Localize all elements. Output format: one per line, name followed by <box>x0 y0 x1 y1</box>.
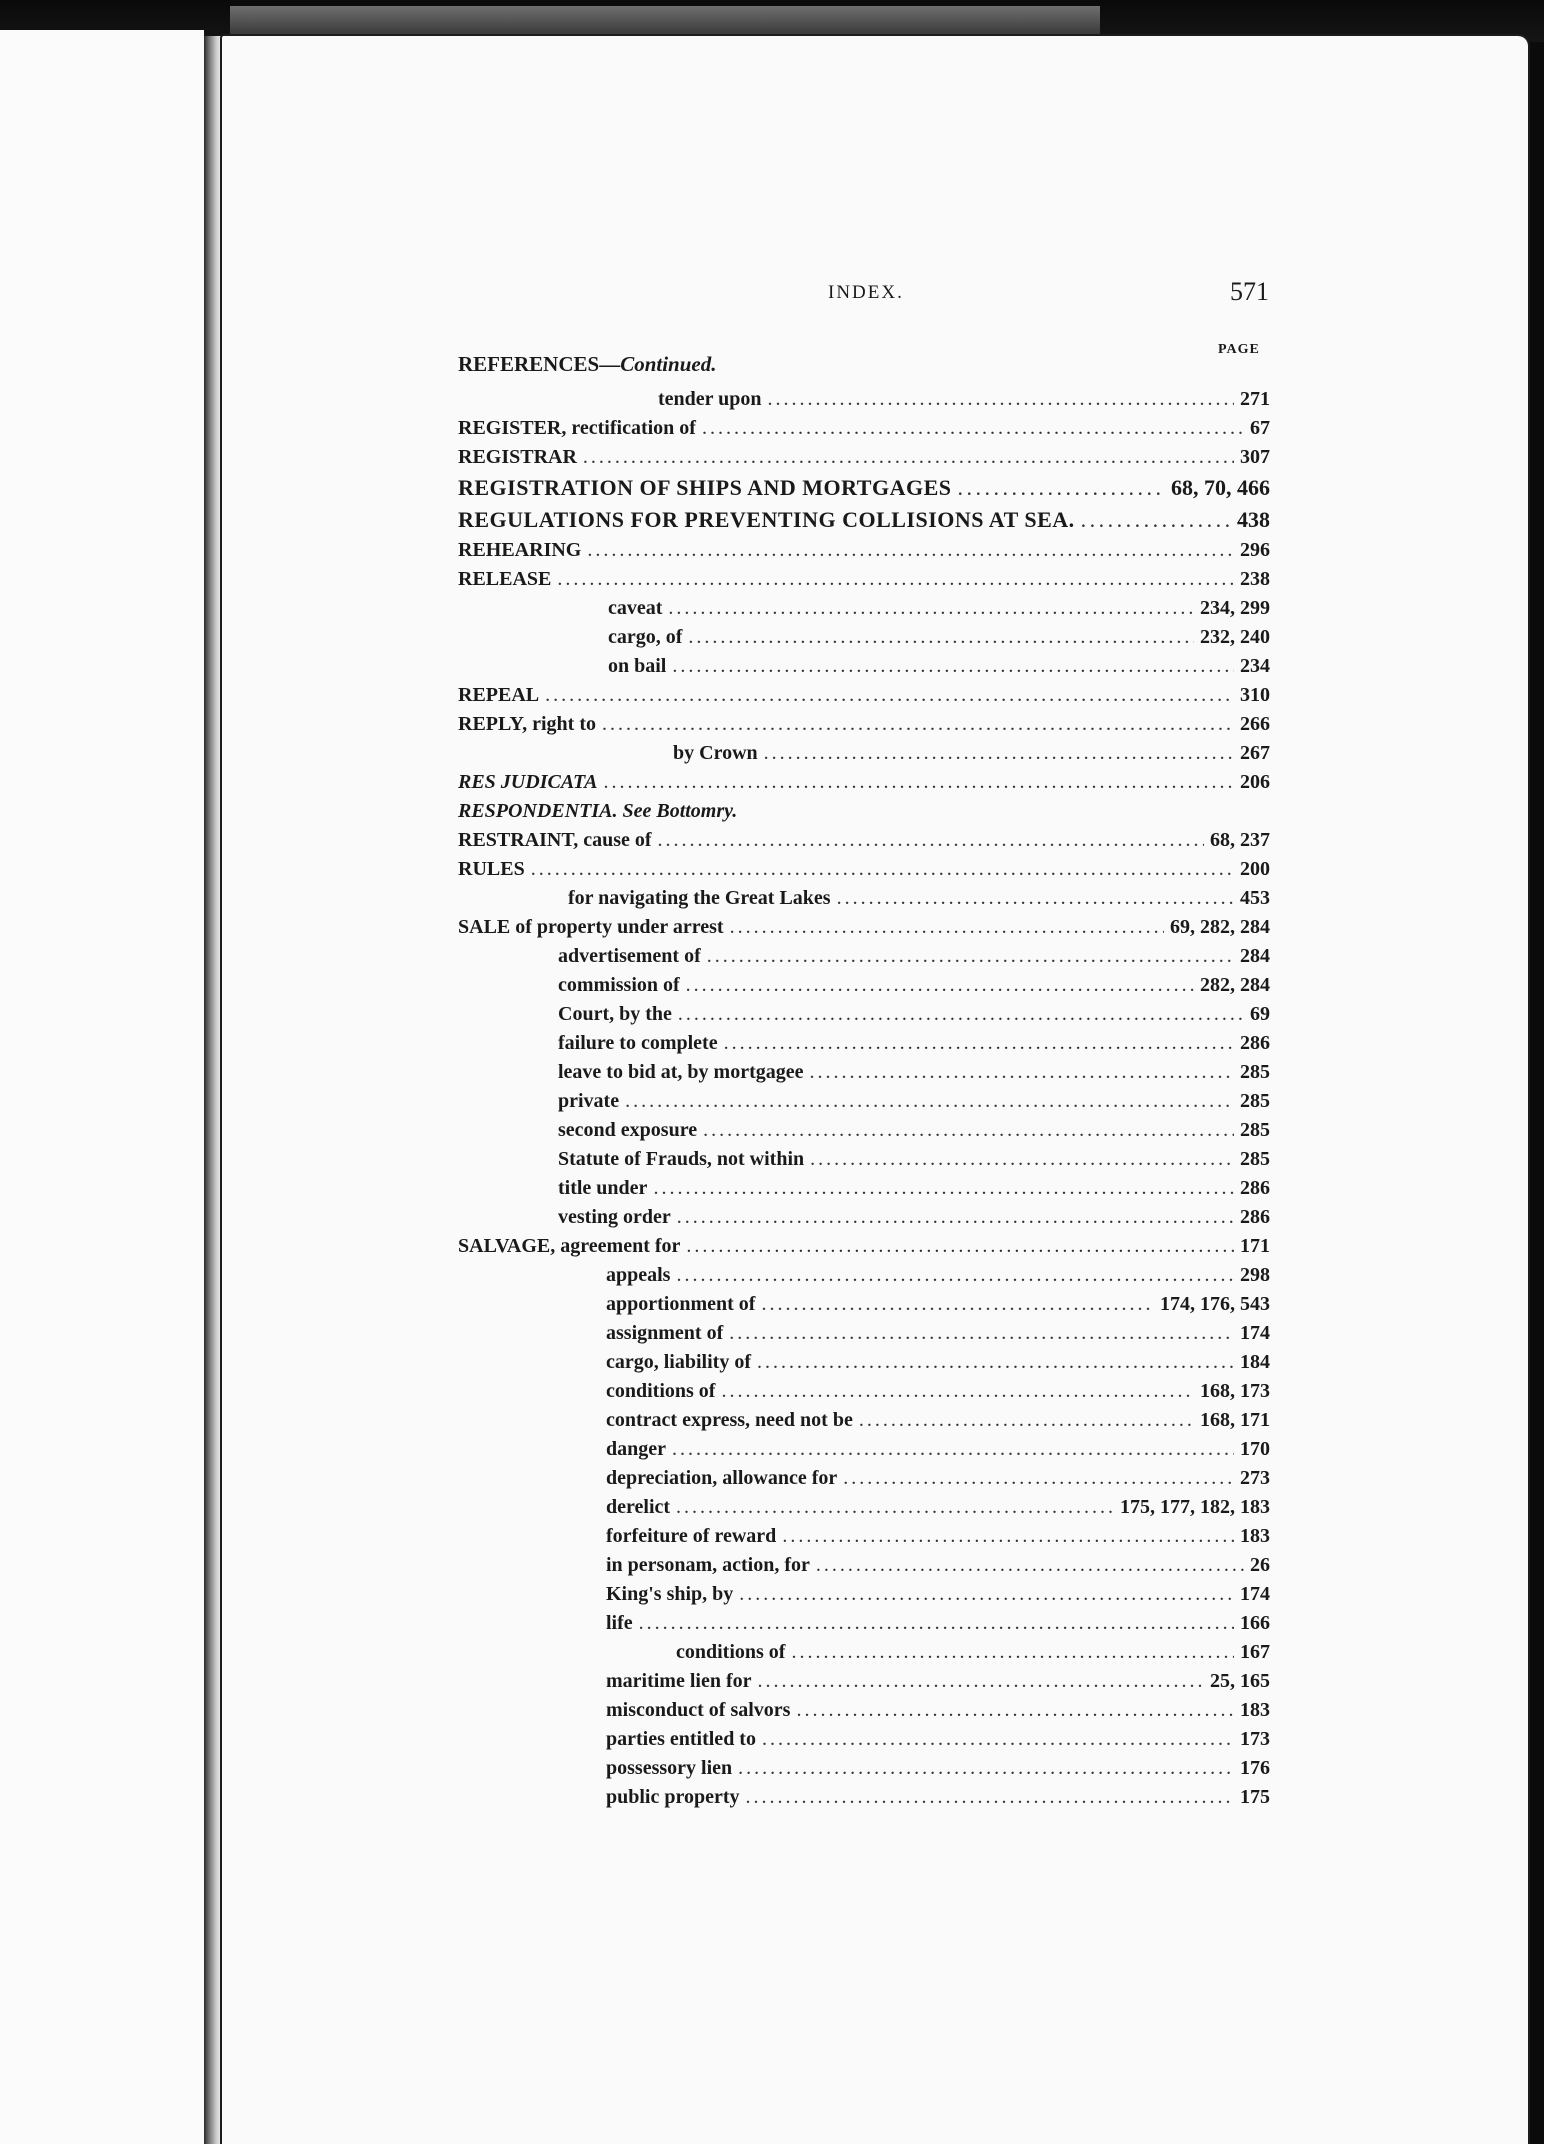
entry-label: tender upon <box>658 388 762 410</box>
entry-label: cargo, liability of <box>606 1351 751 1373</box>
index-entry <box>458 1003 1270 1032</box>
dot-leader <box>746 1786 1234 1809</box>
entry-label: derelict <box>606 1496 671 1518</box>
entry-pages: 271 <box>1240 388 1270 410</box>
entry-pages: 286 <box>1240 1177 1270 1199</box>
entry-label: RULES <box>458 858 525 880</box>
entry-label: commission of <box>558 974 680 996</box>
dot-leader <box>791 1641 1234 1664</box>
entry-pages: 438 <box>1237 507 1270 532</box>
entry-pages: 282, 284 <box>1200 974 1270 996</box>
entry-label: parties entitled to <box>606 1728 756 1750</box>
dot-leader <box>653 1177 1234 1200</box>
dot-leader <box>764 742 1234 765</box>
index-entry <box>458 1728 1270 1757</box>
index-entry <box>458 626 1270 655</box>
dot-leader <box>676 1496 1114 1519</box>
entry-pages: 285 <box>1240 1119 1270 1141</box>
entry-label: SALE of property under arrest <box>458 916 724 938</box>
entry-label: King's ship, by <box>606 1583 734 1605</box>
entry-pages: 234 <box>1240 655 1270 677</box>
entry-label: conditions of <box>676 1641 786 1663</box>
entry-label: RESTRAINT, cause of <box>458 829 652 851</box>
index-entry <box>458 1177 1270 1206</box>
dot-leader <box>859 1409 1194 1432</box>
index-entry <box>458 742 1270 771</box>
entry-pages: 25, 165 <box>1210 1670 1270 1692</box>
entry-pages: 284 <box>1240 945 1270 967</box>
entry-label: maritime lien for <box>606 1670 752 1692</box>
entry-pages: 310 <box>1240 684 1270 706</box>
entry-label: RESPONDENTIA. See Bottomry. <box>458 800 738 822</box>
index-entry <box>458 597 1270 626</box>
entry-pages: 273 <box>1240 1467 1270 1489</box>
index-entry <box>458 1061 1270 1090</box>
index-entry <box>458 1032 1270 1061</box>
entry-label: REGISTRATION OF SHIPS AND MORTGAGES <box>458 475 952 500</box>
index-entry <box>458 1641 1270 1670</box>
dot-leader <box>768 388 1234 411</box>
dot-leader <box>724 1032 1234 1055</box>
dot-leader <box>739 1583 1234 1606</box>
index-entry <box>458 713 1270 742</box>
entry-pages: 285 <box>1240 1061 1270 1083</box>
entry-label: depreciation, allowance for <box>606 1467 838 1489</box>
index-entry <box>458 1235 1270 1264</box>
dot-leader <box>545 684 1234 707</box>
entry-pages: 68, 70, 466 <box>1171 475 1270 500</box>
dot-leader <box>676 1264 1234 1287</box>
entry-pages: 296 <box>1240 539 1270 561</box>
entry-label: RELEASE <box>458 568 552 590</box>
index-entry <box>458 1612 1270 1641</box>
dot-leader <box>677 1206 1234 1229</box>
entry-pages: 175, 177, 182, 183 <box>1120 1496 1270 1518</box>
dot-leader <box>639 1612 1234 1635</box>
index-entry <box>458 1409 1270 1438</box>
index-entry <box>458 1380 1270 1409</box>
dot-leader <box>688 626 1194 649</box>
entry-label: second exposure <box>558 1119 698 1141</box>
dot-leader <box>782 1525 1234 1548</box>
entry-pages: 176 <box>1240 1757 1270 1779</box>
index-entry <box>458 858 1270 887</box>
dot-leader <box>587 539 1234 562</box>
dot-leader <box>810 1148 1234 1171</box>
dot-leader <box>668 597 1194 620</box>
index-entry <box>458 1293 1270 1322</box>
index-entry <box>458 1119 1270 1148</box>
continued-heading-italic: Continued. <box>620 352 717 376</box>
entry-label: by Crown <box>673 742 758 764</box>
running-head: INDEX. <box>828 282 904 303</box>
index-entry <box>458 1264 1270 1293</box>
dot-leader <box>843 1467 1234 1490</box>
index-entry <box>458 1525 1270 1554</box>
index-entry <box>458 1351 1270 1380</box>
dot-leader <box>957 475 1165 501</box>
entry-pages: 168, 171 <box>1200 1409 1270 1431</box>
index-entry <box>458 1148 1270 1177</box>
entry-pages: 285 <box>1240 1148 1270 1170</box>
dot-leader <box>686 1235 1234 1258</box>
entry-pages: 285 <box>1240 1090 1270 1112</box>
entry-pages: 171 <box>1240 1235 1270 1257</box>
dot-leader <box>672 1438 1234 1461</box>
entry-pages: 68, 237 <box>1210 829 1270 851</box>
entry-pages: 26 <box>1250 1554 1270 1576</box>
index-entry <box>458 446 1270 475</box>
entry-label: in personam, action, for <box>606 1554 810 1576</box>
entry-label: Court, by the <box>558 1003 672 1025</box>
index-entry <box>458 1467 1270 1496</box>
entry-label: failure to complete <box>558 1032 718 1054</box>
index-entry <box>458 1757 1270 1786</box>
entry-label: REHEARING <box>458 539 582 561</box>
entry-label: possessory lien <box>606 1757 733 1779</box>
index-entry <box>458 568 1270 597</box>
index-entry <box>458 417 1270 446</box>
index-entry <box>458 1206 1270 1235</box>
dot-leader <box>557 568 1234 591</box>
index-entry <box>458 388 1270 417</box>
entry-label: for navigating the Great Lakes <box>568 887 831 909</box>
entry-label: cargo, of <box>608 626 683 648</box>
entry-label: misconduct of salvors <box>606 1699 791 1721</box>
index-entry <box>458 1786 1270 1815</box>
dot-leader <box>703 1119 1234 1142</box>
dot-leader <box>738 1757 1234 1780</box>
continued-heading-term: REFERENCES— <box>458 352 621 376</box>
dot-leader <box>1081 507 1231 533</box>
dot-leader <box>816 1554 1244 1577</box>
entry-pages: 174, 176, 543 <box>1160 1293 1270 1315</box>
entry-label: Statute of Frauds, not within <box>558 1148 805 1170</box>
index-entry <box>458 974 1270 1003</box>
entry-label: REGULATIONS FOR PREVENTING COLLISIONS AT SEA. <box>458 507 1075 532</box>
entry-label: REGISTER, rectification of <box>458 417 696 439</box>
page-number: 571 <box>1230 277 1269 306</box>
dot-leader <box>602 713 1234 736</box>
entry-pages: 307 <box>1240 446 1270 468</box>
entry-pages: 286 <box>1240 1032 1270 1054</box>
entry-label: assignment of <box>606 1322 724 1344</box>
entry-pages: 174 <box>1240 1322 1270 1344</box>
entry-label: forfeiture of reward <box>606 1525 777 1547</box>
index-entry <box>458 475 1270 507</box>
entry-label: caveat <box>608 597 663 619</box>
dot-leader <box>625 1090 1234 1113</box>
dot-leader <box>810 1061 1234 1084</box>
dot-leader <box>583 446 1234 469</box>
entry-label: vesting order <box>558 1206 671 1228</box>
facing-page-edge <box>0 30 204 2144</box>
entry-label: REPLY, right to <box>458 713 596 735</box>
entry-pages: 184 <box>1240 1351 1270 1373</box>
index-entry <box>458 655 1270 684</box>
entry-pages: 453 <box>1240 887 1270 909</box>
entry-pages: 170 <box>1240 1438 1270 1460</box>
entry-pages: 69, 282, 284 <box>1170 916 1270 938</box>
entry-pages: 183 <box>1240 1699 1270 1721</box>
scanner-edge <box>230 6 1100 34</box>
entry-pages: 267 <box>1240 742 1270 764</box>
index-entry <box>458 887 1270 916</box>
entry-label: life <box>606 1612 633 1634</box>
index-entry <box>458 829 1270 858</box>
entry-pages: 232, 240 <box>1200 626 1270 648</box>
entry-pages: 174 <box>1240 1583 1270 1605</box>
entry-pages: 168, 173 <box>1200 1380 1270 1402</box>
dot-leader <box>658 829 1204 852</box>
entry-label: private <box>558 1090 620 1112</box>
entry-pages: 173 <box>1240 1728 1270 1750</box>
entry-label: conditions of <box>606 1380 716 1402</box>
index-entry <box>458 684 1270 713</box>
entry-pages: 234, 299 <box>1200 597 1270 619</box>
index-entry <box>458 1090 1270 1119</box>
index-entry <box>458 800 1270 829</box>
entry-pages: 67 <box>1250 417 1270 439</box>
entry-pages: 266 <box>1240 713 1270 735</box>
book-gutter <box>204 36 222 2144</box>
dot-leader <box>531 858 1234 881</box>
index-entry <box>458 1496 1270 1525</box>
index-entry <box>458 1699 1270 1728</box>
index-entry <box>458 539 1270 568</box>
dot-leader <box>721 1380 1194 1403</box>
entry-pages: 298 <box>1240 1264 1270 1286</box>
entry-label: contract express, need not be <box>606 1409 853 1431</box>
page-column-label: PAGE <box>1218 342 1260 357</box>
dot-leader <box>729 1322 1234 1345</box>
entry-label: leave to bid at, by mortgagee <box>558 1061 804 1083</box>
entry-pages: 183 <box>1240 1525 1270 1547</box>
index-entry <box>458 771 1270 800</box>
dot-leader <box>604 771 1234 794</box>
dot-leader <box>761 1293 1154 1316</box>
entry-label: advertisement of <box>558 945 701 967</box>
entry-pages: 206 <box>1240 771 1270 793</box>
index-entry <box>458 507 1270 539</box>
dot-leader <box>762 1728 1234 1751</box>
dot-leader <box>757 1351 1234 1374</box>
entry-label: SALVAGE, agreement for <box>458 1235 681 1257</box>
dot-leader <box>796 1699 1234 1722</box>
continued-heading <box>458 352 717 377</box>
entry-label: RES JUDICATA <box>458 771 598 793</box>
index-entries <box>458 388 1270 1815</box>
entry-label: title under <box>558 1177 648 1199</box>
entry-label: public property <box>606 1786 740 1808</box>
entry-pages: 286 <box>1240 1206 1270 1228</box>
dot-leader <box>678 1003 1244 1026</box>
index-entry <box>458 945 1270 974</box>
entry-label: REPEAL <box>458 684 540 706</box>
dot-leader <box>707 945 1234 968</box>
index-entry <box>458 1670 1270 1699</box>
dot-leader <box>686 974 1194 997</box>
entry-pages: 238 <box>1240 568 1270 590</box>
entry-pages: 69 <box>1250 1003 1270 1025</box>
entry-label: apportionment of <box>606 1293 756 1315</box>
entry-label: appeals <box>606 1264 671 1286</box>
entry-label: danger <box>606 1438 666 1460</box>
entry-pages: 166 <box>1240 1612 1270 1634</box>
dot-leader <box>758 1670 1205 1693</box>
index-entry <box>458 1583 1270 1612</box>
index-entry <box>458 1438 1270 1467</box>
entry-pages: 175 <box>1240 1786 1270 1808</box>
dot-leader <box>837 887 1234 910</box>
entry-pages: 200 <box>1240 858 1270 880</box>
dot-leader <box>730 916 1164 939</box>
index-entry <box>458 1322 1270 1351</box>
entry-label: on bail <box>608 655 667 677</box>
dot-leader <box>672 655 1234 678</box>
entry-label: REGISTRAR <box>458 446 577 468</box>
entry-pages: 167 <box>1240 1641 1270 1663</box>
index-entry <box>458 1554 1270 1583</box>
index-entry <box>458 916 1270 945</box>
dot-leader <box>702 417 1244 440</box>
